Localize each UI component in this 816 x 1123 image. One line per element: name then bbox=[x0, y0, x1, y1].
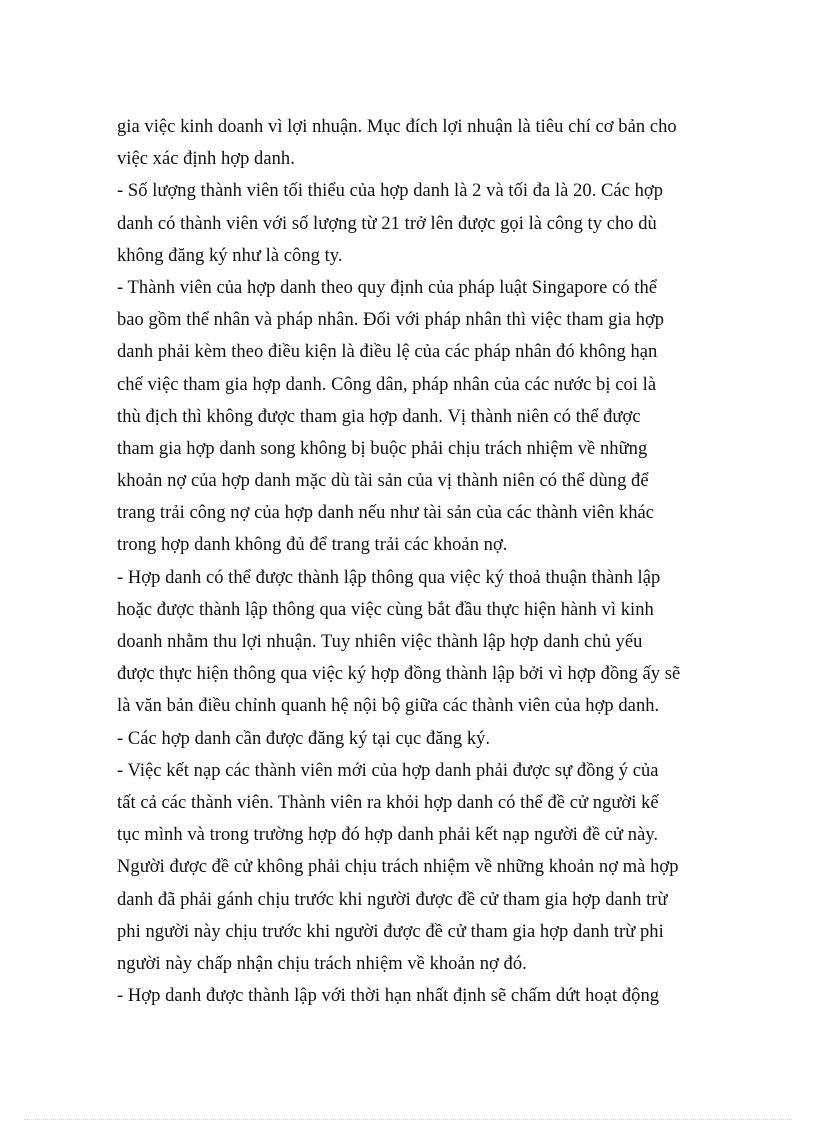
text-line: tục mình và trong trường hợp đó hợp danh phải kết nạp người đề cử này. bbox=[117, 825, 659, 846]
text-line: thù địch thì không được tham gia hợp danh. Vị thành niên có thể được bbox=[117, 406, 641, 427]
text-line: danh đã phải gánh chịu trước khi người được đề cử tham gia hợp danh trừ bbox=[117, 889, 668, 910]
text-line: - Hợp danh có thể được thành lập thông qua việc ký thoả thuận thành lập bbox=[117, 567, 661, 588]
body-text bbox=[117, 111, 707, 1012]
text-line: - Việc kết nạp các thành viên mới của hợp danh phải được sự đồng ý của bbox=[117, 760, 659, 781]
text-line: - Số lượng thành viên tối thiểu của hợp danh là 2 và tối đa là 20. Các hợp bbox=[117, 181, 664, 202]
text-line: - Thành viên của hợp danh theo quy định của pháp luật Singapore có thể bbox=[117, 277, 658, 298]
text-line: gia việc kinh doanh vì lợi nhuận. Mục đích lợi nhuận là tiêu chí cơ bản cho bbox=[117, 117, 677, 137]
text-line: trong hợp danh không đủ để trang trải các khoản nợ. bbox=[117, 535, 508, 556]
text-line: hoặc được thành lập thông qua việc cùng bắt đầu thực hiện hành vì kinh bbox=[117, 599, 654, 620]
text-line: bao gồm thể nhân và pháp nhân. Đối với pháp nhân thì việc tham gia hợp bbox=[117, 310, 665, 331]
text-line: không đăng ký như là công ty. bbox=[117, 245, 343, 266]
text-line: chế việc tham gia hợp danh. Công dân, pháp nhân của các nước bị coi là bbox=[117, 374, 657, 395]
text-line: khoản nợ của hợp danh mặc dù tài sản của vị thành niên có thể dùng để bbox=[117, 471, 649, 492]
text-line: là văn bản điều chỉnh quanh hệ nội bộ giữa các thành viên của hợp danh. bbox=[117, 696, 660, 717]
page-bottom-divider bbox=[24, 1119, 792, 1120]
text-line: trang trải công nợ của hợp danh nếu như tài sản của các thành viên khác bbox=[117, 503, 655, 524]
text-line: danh phải kèm theo điều kiện là điều lệ của các pháp nhân đó không hạn bbox=[117, 342, 658, 363]
text-line: người này chấp nhận chịu trách nhiệm về khoản nợ đó. bbox=[117, 953, 527, 974]
text-line: tham gia hợp danh song không bị buộc phải chịu trách nhiệm về những bbox=[117, 438, 648, 459]
text-line: tất cả các thành viên. Thành viên ra khỏi hợp danh có thể đề cử người kế bbox=[117, 792, 659, 813]
text-line: được thực hiện thông qua việc ký hợp đồng thành lập bởi vì hợp đồng ấy sẽ bbox=[117, 664, 681, 685]
text-line: - Các hợp danh cần được đăng ký tại cục đăng ký. bbox=[117, 728, 491, 749]
text-line: phi người này chịu trước khi người được đề cử tham gia hợp danh trừ phi bbox=[117, 921, 664, 942]
text-line: danh có thành viên với số lượng từ 21 trở lên được gọi là công ty cho dù bbox=[117, 213, 657, 234]
text-line: việc xác định hợp danh. bbox=[117, 149, 295, 170]
text-line: - Hợp danh được thành lập với thời hạn nhất định sẽ chấm dứt hoạt động bbox=[117, 986, 660, 1007]
text-line: Người được đề cử không phải chịu trách nhiệm về những khoản nợ mà hợp bbox=[117, 857, 679, 878]
text-line: doanh nhằm thu lợi nhuận. Tuy nhiên việc thành lập hợp danh chủ yếu bbox=[117, 632, 643, 652]
